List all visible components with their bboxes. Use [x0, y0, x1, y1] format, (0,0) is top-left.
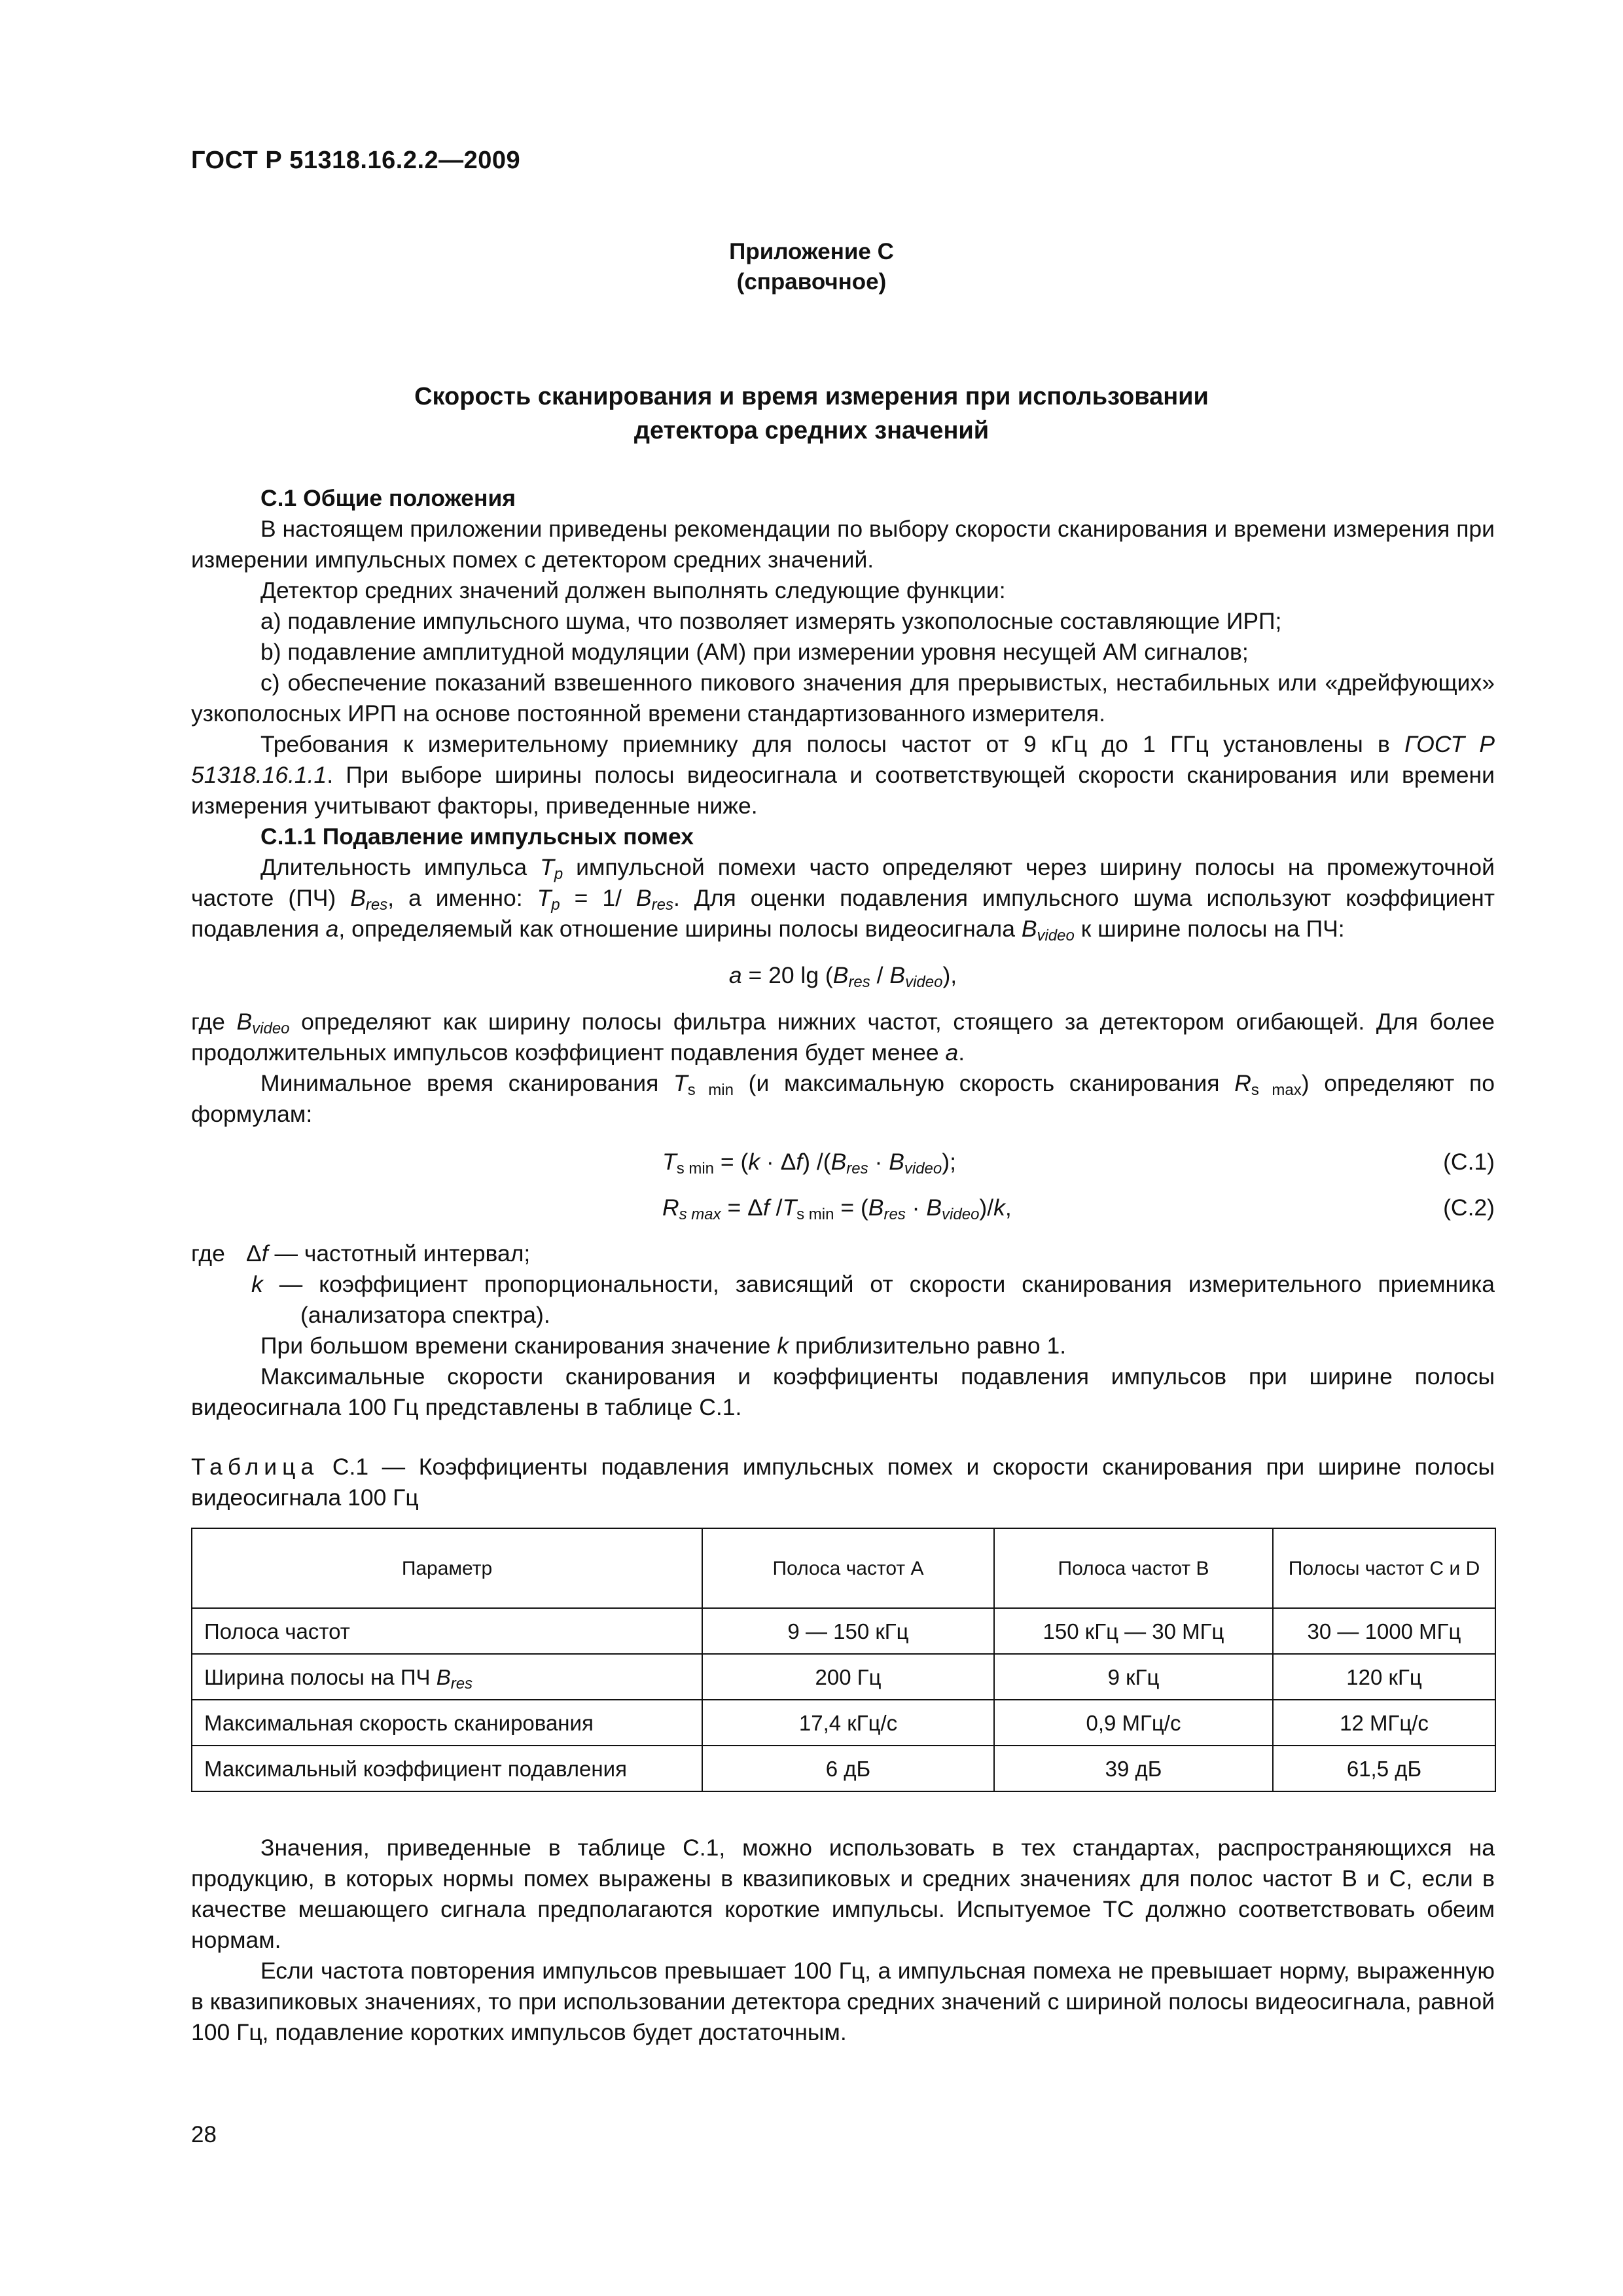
table-row [192, 1608, 1495, 1654]
table-cell: 0,9 МГц/с [994, 1700, 1273, 1746]
paragraph-requirements: Требования к измерительному приемнику для полосы частот от 9 кГц до 1 ГГц установлены в ГОСТ Р 51318.16.1.1. При выборе ширины полосы видеосигнала и соответствующей скорости сканирования или времени измерения учитывают факторы, приведенные ниже. [191, 731, 1495, 819]
paragraph-closing-1: Значения, приведенные в таблице С.1, можно использовать в тех стандартах, распространяющихся на продукцию, в которых нормы помех выражены в квазипиковых и средних значениях для полос частот В и С, если в качестве мешающего сигнала предполагаются короткие импульсы. Испытуемое ТС должно соответствовать обеим нормам. [191, 1835, 1495, 1953]
paragraph: Детектор средних значений должен выполнять следующие функции: [260, 577, 1006, 603]
paragraph-scan-time: Минимальное время сканирования $T_{s min}$ (и максимальную скорость сканирования $R_{s max}$) определяют по формулам: [191, 1070, 1495, 1127]
section-c1-heading: С.1 Общие положения [260, 485, 516, 511]
paragraph: В настоящем приложении приведены рекомендации по выбору скорости сканирования и времени измерения при измерении импульсных помех с детектором средних значений. [191, 516, 1495, 573]
table-cell: 39 дБ [994, 1746, 1273, 1791]
paragraph-pulse-duration: Длительность импульса $T_p$ импульсной помехи часто определяют через ширину полосы на промежуточной частоте (ПЧ) $B_{res}$, а именно: $T_p = 1/$ $B_{res}$. Для оценки подавления импульсного шума используют коэффициент подавления a, определяемый как отношение ширины полосы видеосигнала $B_{video}$ к ширине полосы на ПЧ: [191, 854, 1495, 944]
equation-c2: $R_{s max} = \Delta f$ $/T_{s min} = (B_{res} \cdot B_{video})/k$, (С.2) [191, 1193, 1495, 1238]
column-header: Полоса частот А [702, 1528, 994, 1608]
table-cell: 9 кГц [994, 1654, 1273, 1700]
appendix-heading [0, 237, 1623, 297]
paragraph-table-ref: Максимальные скорости сканирования и коэффициенты подавления импульсов при ширине полосы видеосигнала 100 Гц представлены в таблице С.1. [191, 1363, 1495, 1420]
appendix-label: Приложение С [729, 239, 894, 264]
table-caption: Таблица С.1 — Коэффициенты подавления импульсных помех и скорости сканирования при ширине полосы видеосигнала 100 Гц [191, 1454, 1495, 1511]
appendix-kind: (справочное) [736, 269, 887, 295]
table-cell: Максимальная скорость сканирования [192, 1700, 702, 1746]
table-cell: 120 кГц [1273, 1654, 1495, 1700]
formula-suppression: a = 20 $\lg (B_{res} / B_{video})$, [728, 962, 957, 991]
section-c11-heading: С.1.1 Подавление импульсных помех [260, 823, 694, 850]
table-header-row [192, 1528, 1495, 1608]
table-cell: 17,4 кГц/с [702, 1700, 994, 1746]
table-cell: 6 дБ [702, 1746, 994, 1791]
body-text [191, 483, 1495, 2048]
table-cell: 200 Гц [702, 1654, 994, 1700]
appendix-title [0, 380, 1623, 448]
column-header: Полосы частот С и D [1273, 1528, 1495, 1608]
list-item-c: c) обеспечение показаний взвешенного пикового значения для прерывистых, нестабильных или «дрейфующих» узкополосных ИРП на основе постоянной времени стандартизованного измерителя. [191, 670, 1495, 726]
table-cell: 12 МГц/с [1273, 1700, 1495, 1746]
equation-number: (С.1) [1443, 1149, 1495, 1175]
table-c1 [191, 1528, 1496, 1792]
table-cell: 150 кГц — 30 МГц [994, 1608, 1273, 1654]
table-cell: Полоса частот [192, 1608, 702, 1654]
table-cell: Ширина полосы на ПЧ $B_{res}$ [192, 1654, 702, 1700]
standard-header: ГОСТ Р 51318.16.2.2—2009 [191, 147, 521, 174]
table-cell: 30 — 1000 МГц [1273, 1608, 1495, 1654]
table-row [192, 1654, 1495, 1700]
title-line-1: Скорость сканирования и время измерения при использовании [414, 383, 1209, 410]
paragraph-closing-2: Если частота повторения импульсов превышает 100 Гц, а импульсная помеха не превышает норму, выраженную в квазипиковых значениях, то при использовании детектора средних значений с шириной полосы видеосигнала, равной 100 Гц, подавление коротких импульсов будет достаточным. [191, 1958, 1495, 2045]
equation-c1: $T_{s min} = (k \cdot \Delta f) /(B_{res} \cdot B_{video})$; (С.1) [191, 1147, 1495, 1193]
symbol-definitions: где Δf — частотный интервал; k — коэффициент пропорциональности, зависящий от скорости сканирования измерительного приемника (анализатора спектра). [191, 1240, 1495, 1328]
title-line-2: детектора средних значений [633, 417, 990, 444]
table-cell: 9 — 150 кГц [702, 1608, 994, 1654]
column-header: Параметр [192, 1528, 702, 1608]
list-item-b: b) подавление амплитудной модуляции (АМ) при измерении уровня несущей АМ сигналов; [260, 639, 1249, 665]
table-cell: Максимальный коэффициент подавления [192, 1746, 702, 1791]
table-row [192, 1746, 1495, 1791]
paragraph-bvideo: где $B_{video}$ определяют как ширину полосы фильтра нижних частот, стоящего за детектором огибающей. Для более продолжительных импульсов коэффициент подавления будет менее a. [191, 1009, 1495, 1066]
page-number: 28 [191, 2122, 217, 2147]
table-row [192, 1700, 1495, 1746]
equation-number: (С.2) [1443, 1194, 1495, 1221]
standard-reference: ГОСТ Р 51318.16.1.1 [191, 731, 1495, 788]
paragraph-k: При большом времени сканирования значение k приблизительно равно 1. [260, 1333, 1067, 1359]
list-item-a: a) подавление импульсного шума, что позволяет измерять узкополосные составляющие ИРП; [260, 608, 1282, 634]
table-cell: 61,5 дБ [1273, 1746, 1495, 1791]
column-header: Полоса частот В [994, 1528, 1273, 1608]
